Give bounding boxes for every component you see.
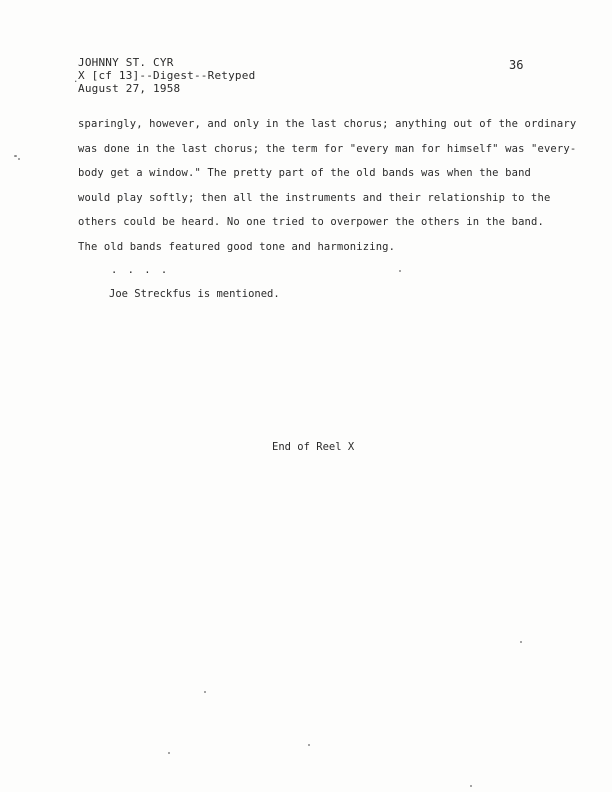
interview-date: August 27, 1958 — [78, 82, 181, 95]
scan-speck — [520, 641, 522, 643]
mention-note: Joe Streckfus is mentioned. — [109, 288, 280, 300]
scan-speck — [308, 744, 310, 746]
end-of-reel-note: End of Reel X — [272, 441, 355, 453]
scan-speck — [399, 270, 401, 272]
interviewee-name: JOHNNY ST. CYR — [78, 56, 174, 69]
page-number: 36 — [509, 58, 524, 72]
scan-speck — [168, 752, 170, 754]
body-line: was done in the last chorus; the term for "every man for himself" was "every- — [78, 142, 577, 155]
scan-speck — [470, 785, 472, 787]
omission-ellipsis: . . . . — [111, 264, 170, 276]
body-line: sparingly, however, and only in the last chorus; anything out of the ordinary — [78, 118, 577, 130]
body-paragraph — [78, 118, 577, 265]
body-line: body get a window." The pretty part of the old bands was when the band — [78, 167, 532, 179]
reel-info: X [cf 13]--Digest--Retyped — [78, 69, 256, 82]
body-line: others could be heard. No one tried to overpower the others in the band. — [78, 216, 544, 228]
document-header — [78, 56, 255, 95]
scan-speck — [18, 158, 20, 160]
scan-speck — [14, 155, 17, 157]
margin-mark: . — [73, 75, 79, 85]
scan-speck — [204, 691, 206, 693]
body-line: The old bands featured good tone and harmonizing. — [78, 240, 396, 253]
body-line: would play softly; then all the instruments and their relationship to the — [78, 191, 551, 204]
